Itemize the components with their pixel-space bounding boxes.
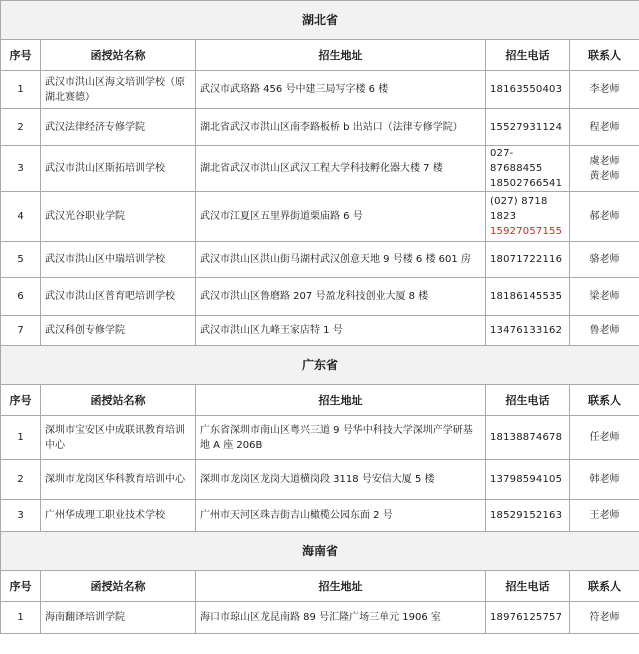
contact-person: 鲁老师 [570, 316, 639, 346]
province-title: 海南省 [1, 532, 639, 571]
contact-person: 郝老师 [570, 192, 639, 242]
header-contact: 联系人 [570, 385, 639, 416]
contact-person: 梁老师 [570, 278, 639, 316]
phone-number-highlight: 15927057155 [490, 226, 563, 237]
address: 武汉市武珞路 456 号中建三局写字楼 6 楼 [196, 71, 486, 109]
address: 武汉市洪山区鲁磨路 207 号盈龙科技创业大厦 8 楼 [196, 278, 486, 316]
header-contact: 联系人 [570, 40, 639, 71]
site-name: 武汉法律经济专修学院 [41, 109, 196, 146]
province-row [1, 1, 639, 40]
address: 广东省深圳市南山区粤兴三道 9 号华中科技大学深圳产学研基地 A 座 206B [196, 416, 486, 460]
table-body [1, 1, 639, 634]
address: 湖北省武汉市洪山区南李路板桥 b 出站口（法律专修学院） [196, 109, 486, 146]
header-phone: 招生电话 [486, 40, 570, 71]
phone-number: 13798594105 [490, 474, 563, 485]
table-row [1, 500, 639, 532]
header-no: 序号 [1, 40, 41, 71]
site-name: 广州华成理工职业技术学校 [41, 500, 196, 532]
header-phone: 招生电话 [486, 385, 570, 416]
address: 武汉市洪山区九峰王家店特 1 号 [196, 316, 486, 346]
header-site: 函授站名称 [41, 40, 196, 71]
header-row [1, 40, 639, 71]
site-name: 武汉科创专修学院 [41, 316, 196, 346]
address: 武汉市江夏区五里界街道栗庙路 6 号 [196, 192, 486, 242]
table-row [1, 278, 639, 316]
phone-cell [486, 71, 570, 109]
province-title: 湖北省 [1, 1, 639, 40]
row-number: 2 [1, 460, 41, 500]
site-name: 武汉市洪山区中瑞培训学校 [41, 242, 196, 278]
table-row [1, 109, 639, 146]
table-row [1, 316, 639, 346]
header-phone: 招生电话 [486, 571, 570, 602]
table-row [1, 146, 639, 192]
site-name: 深圳市宝安区中成联讯教育培训中心 [41, 416, 196, 460]
header-site: 函授站名称 [41, 385, 196, 416]
province-title: 广东省 [1, 346, 639, 385]
table-row [1, 416, 639, 460]
header-site: 函授站名称 [41, 571, 196, 602]
header-row [1, 385, 639, 416]
phone-cell [486, 146, 570, 192]
header-row [1, 571, 639, 602]
contact-person: 李老师 [570, 71, 639, 109]
address: 广州市天河区珠吉街吉山橄榄公园东面 2 号 [196, 500, 486, 532]
province-row [1, 346, 639, 385]
phone-number: 18186145535 [490, 291, 563, 302]
phone-number: 18529152163 [490, 510, 563, 521]
header-address: 招生地址 [196, 571, 486, 602]
address: 武汉市洪山区洪山街马湖村武汉创意天地 9 号楼 6 楼 601 房 [196, 242, 486, 278]
row-number: 1 [1, 71, 41, 109]
phone-cell [486, 278, 570, 316]
phone-number: 18138874678 [490, 432, 563, 443]
row-number: 3 [1, 146, 41, 192]
row-number: 6 [1, 278, 41, 316]
site-name: 武汉市洪山区普育吧培训学校 [41, 278, 196, 316]
contact-person: 骆老师 [570, 242, 639, 278]
table-row [1, 602, 639, 634]
province-row [1, 532, 639, 571]
address: 深圳市龙岗区龙岗大道横岗段 3118 号安信大厦 5 楼 [196, 460, 486, 500]
address: 海口市琼山区龙昆南路 89 号汇隆广场三单元 1906 室 [196, 602, 486, 634]
row-number: 3 [1, 500, 41, 532]
phone-cell [486, 416, 570, 460]
table-row [1, 460, 639, 500]
row-number: 4 [1, 192, 41, 242]
phone-cell [486, 602, 570, 634]
phone-number: (027) 8718 [490, 196, 548, 207]
contact-person: 任老师 [570, 416, 639, 460]
header-no: 序号 [1, 385, 41, 416]
row-number: 5 [1, 242, 41, 278]
row-number: 2 [1, 109, 41, 146]
site-name: 海南翻译培训学院 [41, 602, 196, 634]
phone-cell [486, 242, 570, 278]
row-number: 1 [1, 602, 41, 634]
header-address: 招生地址 [196, 385, 486, 416]
header-contact: 联系人 [570, 571, 639, 602]
contact-person: 韩老师 [570, 460, 639, 500]
site-name: 深圳市龙岗区华科教育培训中心 [41, 460, 196, 500]
address: 湖北省武汉市洪山区武汉工程大学科技孵化器大楼 7 楼 [196, 146, 486, 192]
phone-number: 13476133162 [490, 325, 563, 336]
phone-cell [486, 192, 570, 242]
contact-person: 虞老师 黄老师 [570, 146, 639, 192]
header-no: 序号 [1, 571, 41, 602]
phone-cell [486, 460, 570, 500]
table-row [1, 192, 639, 242]
row-number: 7 [1, 316, 41, 346]
phone-number: 18071722116 [490, 254, 563, 265]
phone-cell [486, 109, 570, 146]
phone-number: 18976125757 [490, 612, 563, 623]
phone-number: 027-87688455 [490, 148, 543, 174]
table-row [1, 242, 639, 278]
contact-person: 符老师 [570, 602, 639, 634]
phone-number: 18163550403 [490, 84, 563, 95]
site-name: 武汉市洪山区海文培训学校（原湖北赛德） [41, 71, 196, 109]
phone-cell [486, 316, 570, 346]
header-address: 招生地址 [196, 40, 486, 71]
phone-number: 15527931124 [490, 121, 563, 133]
phone-number: 18502766541 [490, 178, 563, 189]
row-number: 1 [1, 416, 41, 460]
site-name: 武汉光谷职业学院 [41, 192, 196, 242]
contact-person: 王老师 [570, 500, 639, 532]
table-row [1, 71, 639, 109]
phone-number: 1823 [490, 211, 517, 222]
phone-cell [486, 500, 570, 532]
site-name: 武汉市洪山区斯拓培训学校 [41, 146, 196, 192]
contact-person: 程老师 [570, 109, 639, 146]
